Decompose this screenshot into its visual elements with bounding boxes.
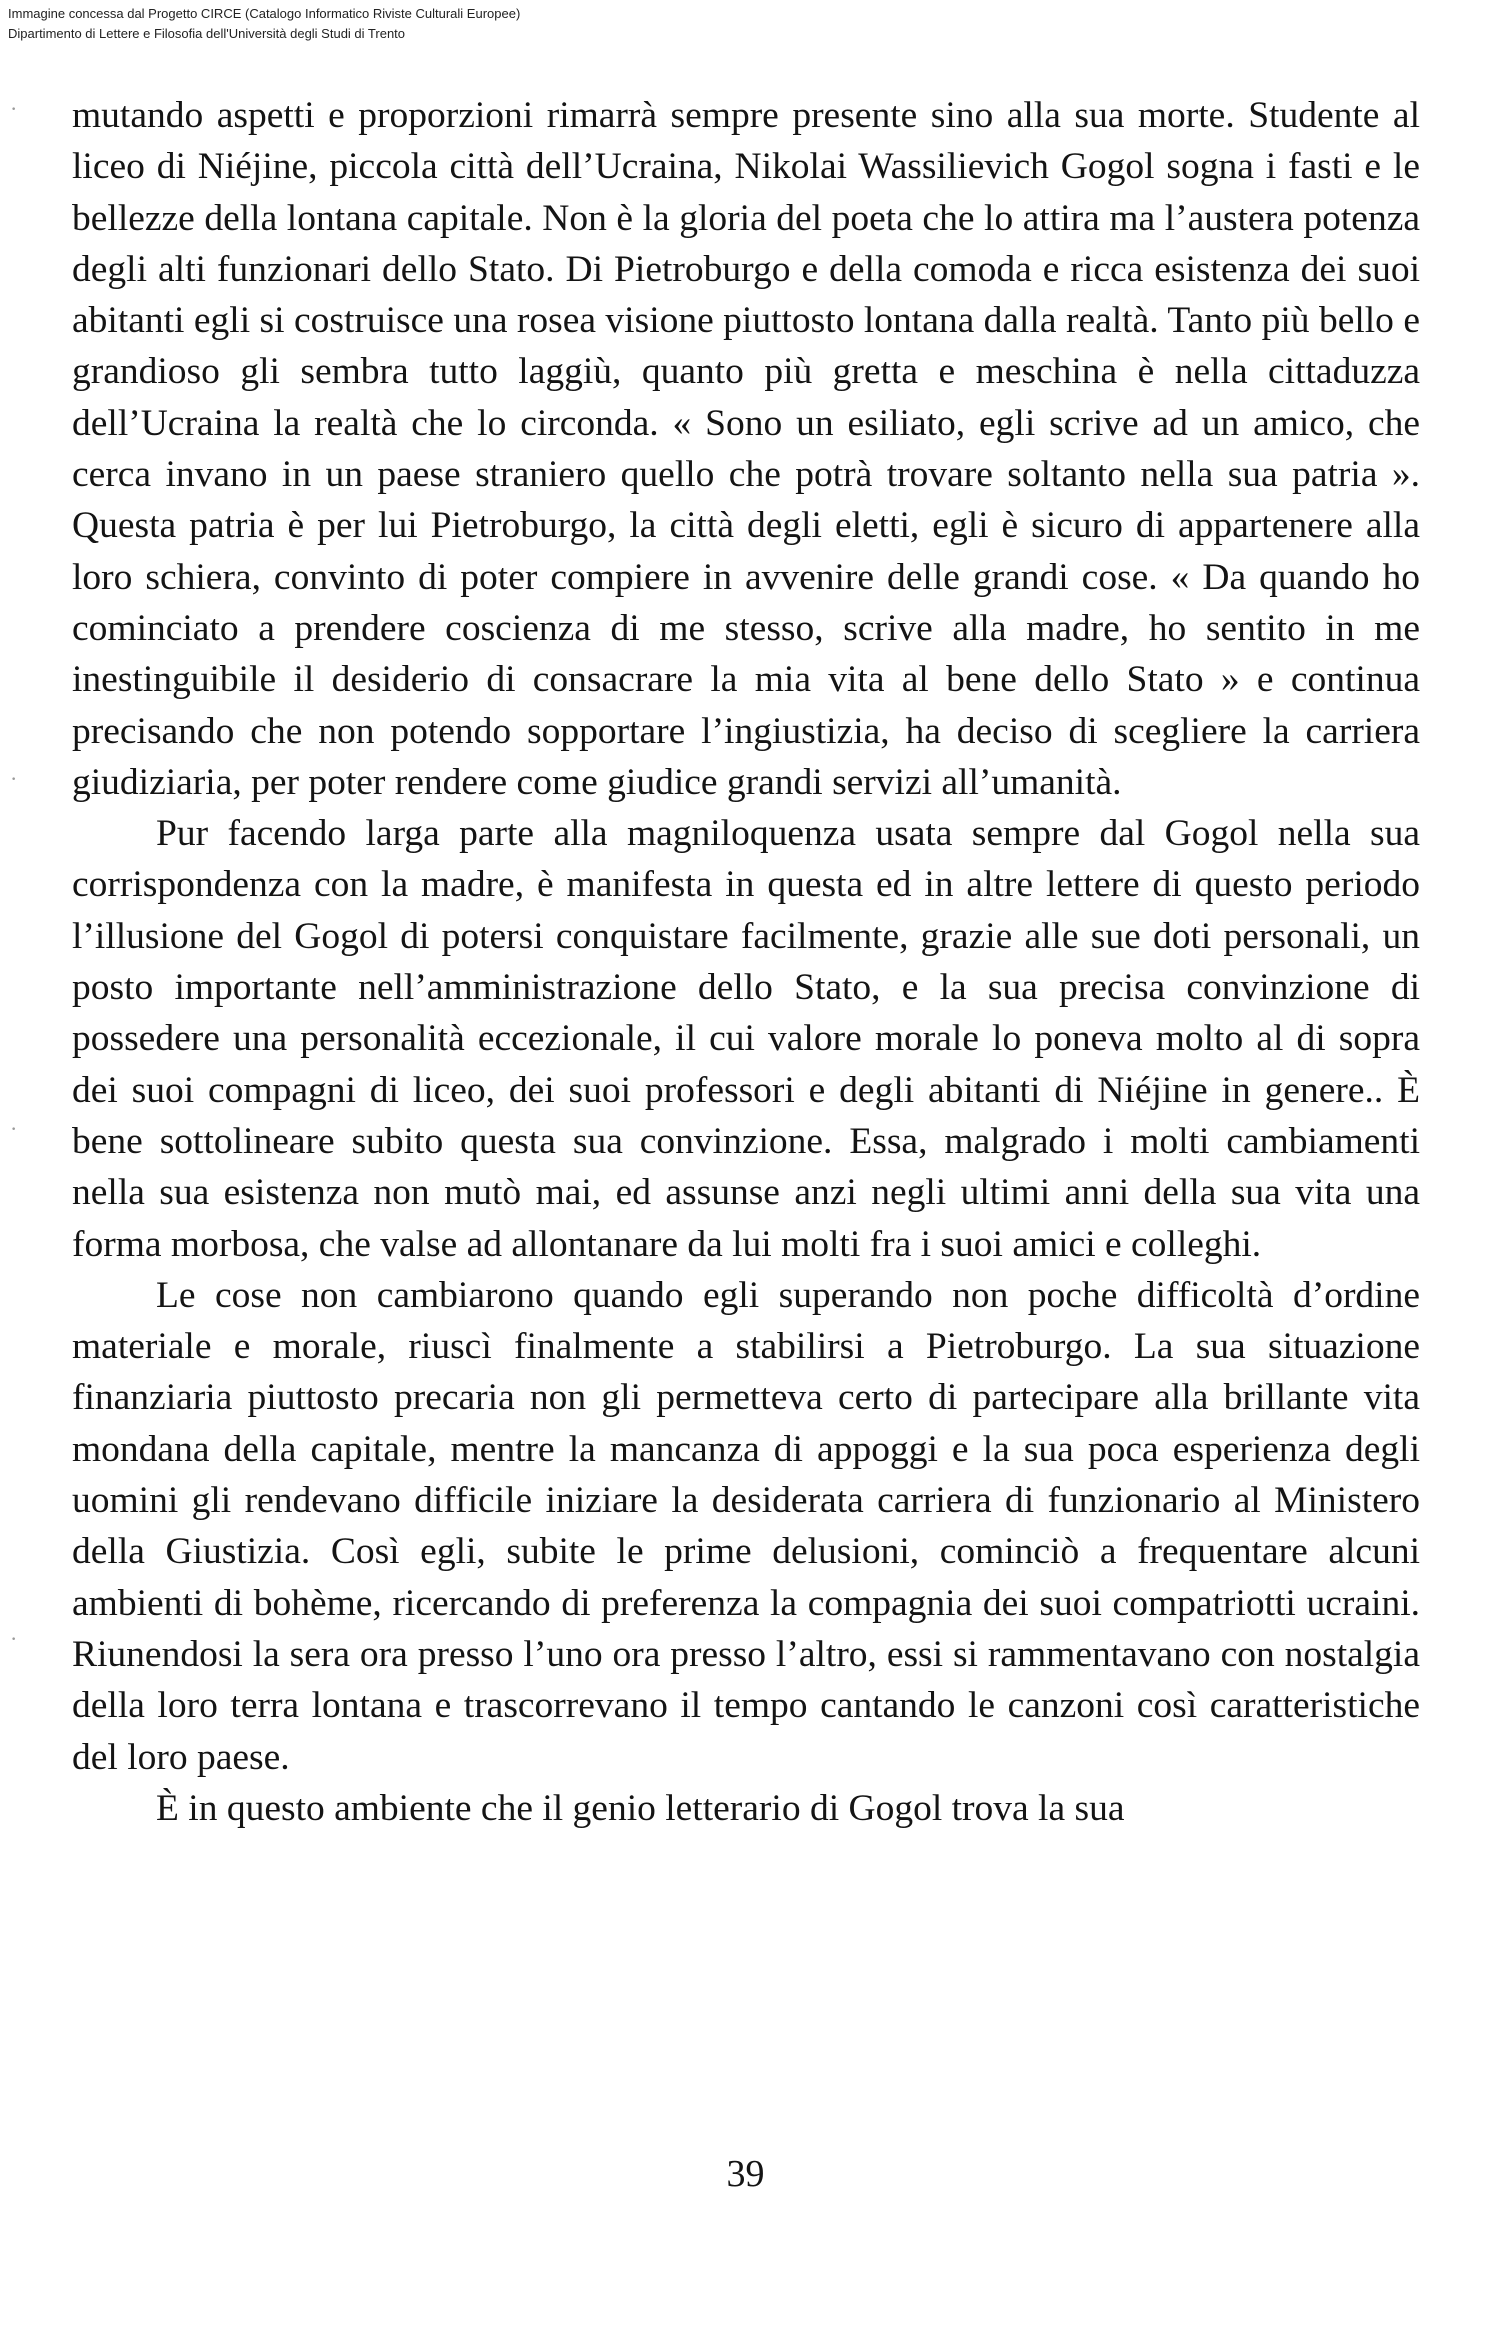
archive-credit	[8, 4, 520, 44]
credit-line-2: Dipartimento di Lettere e Filosofia dell'Università degli Studi di Trento	[8, 26, 406, 41]
paragraph-3: Le cose non cambiarono quando egli superando non poche difficoltà d’ordine materiale e morale, riuscì finalmente a stabilirsi a Pietroburgo. La sua situazione finanziaria piuttosto precaria non gli permetteva certo di partecipare alla brillante vita mondana della capitale, mentre la mancanza di appoggi e la sua poca esperienza degli uomini gli rendevano difficile iniziare la desiderata carriera di funzionario al Ministero della Giustizia. Così egli, subite le prime delusioni, cominciò a frequentare alcuni ambienti di bohème, ricercando di preferenza la compagnia dei suoi compatriotti ucraini. Riunendosi la sera ora presso l’uno ora presso l’altro, essi si rammentavano con nostalgia della loro terra lontana e trascorrevano il tempo cantando le canzoni così caratteristiche del loro paese.	[72, 1274, 1420, 1778]
paragraph-4: È in questo ambiente che il genio letterario di Gogol trova la sua	[156, 1787, 1125, 1829]
credit-line-1: Immagine concessa dal Progetto CIRCE (Catalogo Informatico Riviste Culturali Europee)	[8, 6, 521, 21]
paragraph-2: Pur facendo larga parte alla magniloquenza usata sempre dal Gogol nella sua corrispondenza con la madre, è manifesta in questa ed in altre lettere di questo periodo l’illusione del Gogol di potersi conquistare facilmente, grazie alle sue doti personali, un posto importante nell’amministrazione dello Stato, e la sua precisa convinzione di possedere una personalità eccezionale, il cui valore morale lo poneva molto al di sopra dei suoi compagni di liceo, dei suoi professori e degli abitanti di Niéjine in genere.. È bene sottolineare subito questa sua convinzione. Essa, malgrado i molti cambiamenti nella sua esistenza non mutò mai, ed assunse anzi negli ultimi anni della sua vita una forma morbosa, che valse ad allontanare da lui molti fra i suoi amici e colleghi.	[72, 813, 1420, 1265]
body-text	[72, 90, 1420, 1834]
page-number: 39	[726, 2153, 765, 2195]
paragraph-1: mutando aspetti e proporzioni rimarrà sempre presente sino alla sua morte. Studente al liceo di Niéjine, piccola città dell’Ucraina, Nikolai Wassilievich Gogol sogna i fasti e le bellezze della lontana capitale. Non è la gloria del poeta che lo attira ma l’austera potenza degli alti funzionari dello Stato. Di Pietroburgo e della comoda e ricca esistenza dei suoi abitanti egli si costruisce una rosea visione piuttosto lontana dalla realtà. Tanto più bello e grandioso gli sembra tutto laggiù, quanto più gretta e meschina è nella cittaduzza dell’Ucraina la realtà che lo circonda. « Sono un esiliato, egli scrive ad un amico, che cerca invano in un paese straniero quello che potrà trovare soltanto nella sua patria ». Questa patria è per lui Pietroburgo, la città degli eletti, egli è sicuro di appartenere alla loro schiera, convinto di poter compiere in avvenire delle grandi cose. « Da quando ho cominciato a prendere coscienza di me stesso, scrive alla madre, ho sentito in me inestinguibile il desiderio di consacrare la mia vita al bene dello Stato » e continua precisando che non potendo sopportare l’ingiustizia, ha deciso di scegliere la carriera giudiziaria, per poter rendere come giudice grandi servizi all’umanità.	[72, 95, 1420, 803]
